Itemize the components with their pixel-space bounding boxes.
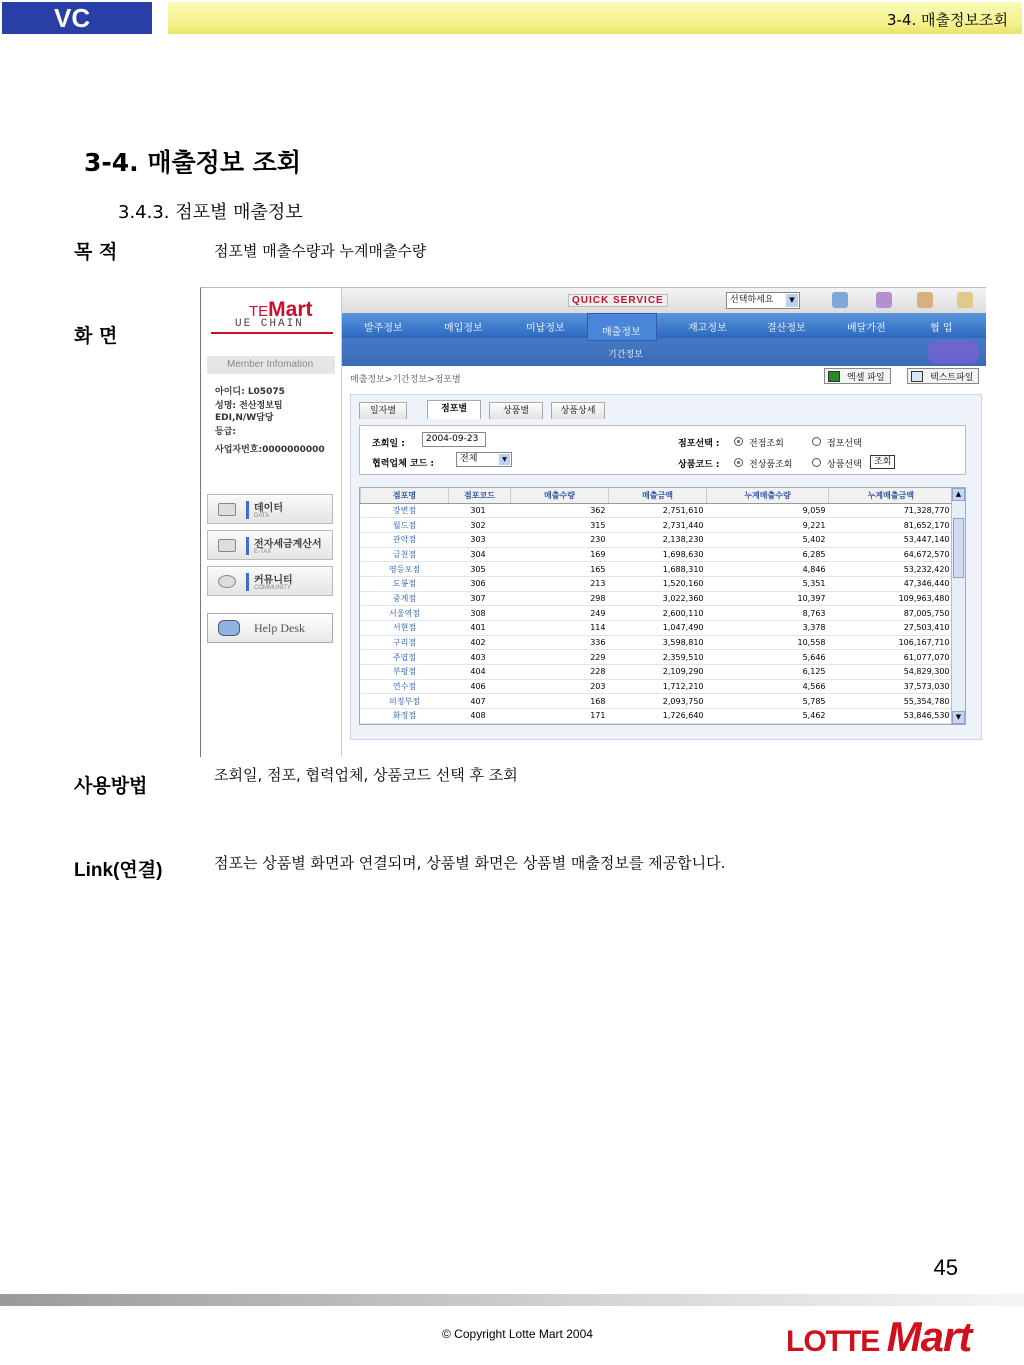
sales-table <box>360 488 953 724</box>
table-cell: 2,359,510 <box>609 650 707 665</box>
store-name-link[interactable]: 월드점 <box>361 518 449 533</box>
table-row[interactable] <box>361 547 953 562</box>
table-row[interactable] <box>361 562 953 577</box>
vendor-select[interactable] <box>456 452 512 467</box>
data-button-label: 데이터 <box>254 503 283 514</box>
table-row[interactable] <box>361 576 953 591</box>
table-cell: 4,846 <box>707 562 829 577</box>
table-cell: 6,125 <box>707 665 829 680</box>
table-cell: 3,022,360 <box>609 591 707 606</box>
excel-button[interactable] <box>824 368 891 384</box>
table-cell: 169 <box>511 547 609 562</box>
store-name-link[interactable]: 화정점 <box>361 709 449 724</box>
nav-purchase[interactable]: 매입정보 <box>444 323 483 334</box>
nav-collab[interactable]: 협 업 <box>930 323 953 334</box>
etax-icon <box>218 539 236 552</box>
quick-service-label: QUICK SERVICE <box>568 294 668 307</box>
table-cell: 114 <box>511 621 609 636</box>
table-cell: 3,598,810 <box>609 635 707 650</box>
usage-value: 조회일, 점포, 협력업체, 상품코드 선택 후 조회 <box>214 766 518 784</box>
purpose-value: 점포별 매출수량과 누계매출수량 <box>214 242 427 260</box>
member-grade: 등급: <box>215 427 236 437</box>
tab-product[interactable]: 상품별 <box>489 402 543 419</box>
purpose-label: 목 적 <box>74 241 118 263</box>
excel-icon <box>828 371 840 382</box>
table-cell: 303 <box>449 532 511 547</box>
table-cell: 53,447,140 <box>829 532 953 547</box>
store-name-link[interactable]: 서현점 <box>361 621 449 636</box>
store-all-label: 전점조회 <box>749 439 784 449</box>
table-header-cell: 점포명 <box>361 488 449 503</box>
table-cell: 362 <box>511 503 609 518</box>
table-cell: 64,672,570 <box>829 547 953 562</box>
etax-button-label: 전자세금계산서 <box>254 539 322 550</box>
help-desk-label: Help Desk <box>254 621 305 635</box>
table-cell: 2,751,610 <box>609 503 707 518</box>
table-header-cell: 매출수량 <box>511 488 609 503</box>
table-cell: 404 <box>449 665 511 680</box>
table-row[interactable] <box>361 621 953 636</box>
tab-store[interactable]: 점포별 <box>427 400 481 419</box>
footer-bar <box>0 1294 1024 1306</box>
table-cell: 2,109,290 <box>609 665 707 680</box>
table-row[interactable] <box>361 503 953 518</box>
table-cell: 53,846,530 <box>829 709 953 724</box>
filter-panel <box>359 425 966 475</box>
table-cell: 5,402 <box>707 532 829 547</box>
table-cell: 305 <box>449 562 511 577</box>
help-desk-button[interactable] <box>207 613 333 643</box>
community-button[interactable] <box>207 566 333 596</box>
member-dept: EDI,N/W담당 <box>215 413 274 423</box>
table-cell: 10,558 <box>707 635 829 650</box>
etax-button[interactable] <box>207 530 333 560</box>
table-cell: 403 <box>449 650 511 665</box>
table-cell: 408 <box>449 709 511 724</box>
table-cell: 401 <box>449 621 511 636</box>
table-cell: 6,285 <box>707 547 829 562</box>
button-accent <box>246 537 249 555</box>
decoration-graphic <box>927 340 979 364</box>
member-info-heading: Member Infomation <box>207 356 335 374</box>
store-pick-radio[interactable] <box>812 437 821 446</box>
store-name-link[interactable]: 금천점 <box>361 547 449 562</box>
community-button-label: 커뮤니티 <box>254 575 293 586</box>
table-cell: 10,397 <box>707 591 829 606</box>
nav-unpaid[interactable]: 미납정보 <box>526 323 565 334</box>
data-button-sub: DATA <box>254 513 270 519</box>
table-cell: 165 <box>511 562 609 577</box>
table-cell: 402 <box>449 635 511 650</box>
table-cell: 71,328,770 <box>829 503 953 518</box>
table-cell: 230 <box>511 532 609 547</box>
table-header-cell: 매출금액 <box>609 488 707 503</box>
content-panel <box>350 394 982 740</box>
table-cell: 5,351 <box>707 576 829 591</box>
table-row[interactable] <box>361 591 953 606</box>
table-cell: 87,005,750 <box>829 606 953 621</box>
link-label: Link(연결) <box>74 860 163 881</box>
link-value: 점포는 상품별 화면과 연결되며, 상품별 화면은 상품별 매출정보를 제공합니다. <box>214 854 726 872</box>
app-logo-chain: UE CHAIN <box>235 318 304 330</box>
scroll-thumb[interactable] <box>953 518 964 578</box>
table-header-row <box>361 488 953 503</box>
quick-service-select-value: 선택하세요 <box>730 295 774 305</box>
table-row[interactable] <box>361 532 953 547</box>
table-cell: 4,566 <box>707 679 829 694</box>
excel-button-label: 엑셀 파일 <box>847 373 885 383</box>
table-cell: 203 <box>511 679 609 694</box>
header-bar <box>168 2 1022 34</box>
scroll-down-icon[interactable]: ▼ <box>952 711 965 724</box>
member-bizno: 사업자번호:0000000000 <box>215 445 325 455</box>
logo-lotte-text: LOTTE <box>786 1325 880 1358</box>
table-cell: 171 <box>511 709 609 724</box>
table-cell: 301 <box>449 503 511 518</box>
home-icon[interactable] <box>832 292 848 308</box>
store-name-link[interactable]: 연수점 <box>361 679 449 694</box>
copyright: © Copyright Lotte Mart 2004 <box>442 1327 593 1341</box>
store-name-link[interactable]: 주엽점 <box>361 650 449 665</box>
table-cell: 2,138,230 <box>609 532 707 547</box>
community-icon <box>218 575 236 588</box>
text-file-icon <box>911 371 923 382</box>
table-row[interactable] <box>361 518 953 533</box>
nav-order[interactable]: 발주정보 <box>364 323 403 334</box>
table-cell: 298 <box>511 591 609 606</box>
sub-nav <box>342 338 986 366</box>
text-file-button[interactable] <box>907 368 979 384</box>
store-name-link[interactable]: 도봉점 <box>361 576 449 591</box>
store-name-link[interactable]: 관악점 <box>361 532 449 547</box>
data-icon <box>218 503 236 516</box>
table-header-cell: 누계매출금액 <box>829 488 953 503</box>
table-cell: 2,093,750 <box>609 694 707 709</box>
table-cell: 304 <box>449 547 511 562</box>
app-main <box>342 288 986 757</box>
store-select-label: 점포선택 : <box>678 439 720 449</box>
data-button[interactable] <box>207 494 333 524</box>
table-row[interactable] <box>361 635 953 650</box>
store-name-link[interactable]: 의정부점 <box>361 694 449 709</box>
tab-product-detail[interactable]: 상품상세 <box>551 402 605 419</box>
table-cell: 2,731,440 <box>609 518 707 533</box>
table-cell: 9,059 <box>707 503 829 518</box>
sales-table-wrap <box>359 487 966 725</box>
table-cell: 302 <box>449 518 511 533</box>
scroll-up-icon[interactable]: ▲ <box>952 488 965 501</box>
phone-icon <box>218 620 240 636</box>
table-cell: 249 <box>511 606 609 621</box>
table-cell: 53,232,420 <box>829 562 953 577</box>
nav-settlement[interactable]: 결산정보 <box>767 323 806 334</box>
main-nav <box>342 313 986 338</box>
vendor-label: 협력업체 코드 : <box>372 459 435 469</box>
table-cell: 407 <box>449 694 511 709</box>
table-header-cell: 점포코드 <box>449 488 511 503</box>
section-title: 3-4. 매출정보조회 <box>887 11 1008 29</box>
product-all-radio[interactable] <box>734 458 743 467</box>
app-sidebar <box>201 288 342 757</box>
table-cell: 61,077,070 <box>829 650 953 665</box>
nav-delivery[interactable]: 배달가전 <box>847 323 886 334</box>
date-label: 조회일 : <box>372 439 405 449</box>
table-row[interactable] <box>361 606 953 621</box>
table-cell: 336 <box>511 635 609 650</box>
app-logo: TEMart <box>249 298 313 321</box>
lotte-mart-logo <box>786 1313 971 1361</box>
table-cell: 81,652,170 <box>829 518 953 533</box>
screen-label: 화 면 <box>74 325 118 347</box>
product-pick-radio[interactable] <box>812 458 821 467</box>
page-number: 45 <box>933 1255 958 1280</box>
subnav-period[interactable]: 기간정보 <box>608 350 643 360</box>
logo-mart-text: Mart <box>886 1313 972 1360</box>
product-code-label: 상품코드 : <box>678 460 720 470</box>
lock-icon[interactable] <box>917 292 933 308</box>
quick-service-select[interactable] <box>726 292 800 309</box>
table-row[interactable] <box>361 650 953 665</box>
table-cell: 307 <box>449 591 511 606</box>
page-title: 3-4. 매출정보 조회 <box>84 148 301 177</box>
page-subtitle: 3.4.3. 점포별 매출정보 <box>118 202 303 223</box>
button-accent <box>246 573 249 591</box>
product-all-label: 전상품조회 <box>749 460 793 470</box>
store-name-link[interactable]: 서울역점 <box>361 606 449 621</box>
table-cell: 1,047,490 <box>609 621 707 636</box>
etax-button-sub: E-TAX <box>254 549 272 555</box>
table-cell: 406 <box>449 679 511 694</box>
table-body <box>361 503 953 723</box>
table-cell: 3,378 <box>707 621 829 636</box>
table-cell: 47,346,440 <box>829 576 953 591</box>
chevron-down-icon: ▼ <box>786 294 798 307</box>
table-row[interactable] <box>361 679 953 694</box>
table-cell: 8,763 <box>707 606 829 621</box>
member-name: 성명: 전산정보팀 <box>215 401 283 411</box>
nav-sales-active[interactable] <box>587 313 657 341</box>
table-cell: 213 <box>511 576 609 591</box>
logo-divider <box>211 332 333 334</box>
table-cell: 106,167,710 <box>829 635 953 650</box>
text-file-button-label: 텍스트파일 <box>930 373 974 383</box>
store-name-link[interactable]: 구리점 <box>361 635 449 650</box>
usage-label: 사용방법 <box>74 775 148 797</box>
app-screenshot <box>200 287 986 757</box>
table-cell: 55,354,780 <box>829 694 953 709</box>
table-cell: 5,785 <box>707 694 829 709</box>
table-cell: 37,573,030 <box>829 679 953 694</box>
table-cell: 27,503,410 <box>829 621 953 636</box>
table-cell: 5,462 <box>707 709 829 724</box>
table-cell: 5,646 <box>707 650 829 665</box>
product-pick-label: 상품선택 <box>827 460 862 470</box>
table-cell: 1,726,640 <box>609 709 707 724</box>
table-row[interactable] <box>361 709 953 724</box>
table-cell: 54,829,300 <box>829 665 953 680</box>
table-cell: 1,698,630 <box>609 547 707 562</box>
vendor-select-value: 전체 <box>460 454 478 464</box>
community-button-sub: COMMUNITY <box>254 585 291 591</box>
button-accent <box>246 501 249 519</box>
table-cell: 109,963,480 <box>829 591 953 606</box>
store-name-link[interactable]: 부평점 <box>361 665 449 680</box>
store-pick-label: 점포선택 <box>827 439 862 449</box>
store-name-link[interactable]: 중계점 <box>361 591 449 606</box>
table-cell: 306 <box>449 576 511 591</box>
table-scrollbar[interactable] <box>951 488 965 724</box>
chevron-down-icon: ▼ <box>499 454 510 465</box>
user-icon[interactable] <box>957 292 973 308</box>
table-cell: 315 <box>511 518 609 533</box>
help-icon[interactable] <box>876 292 892 308</box>
table-cell: 2,600,110 <box>609 606 707 621</box>
search-button[interactable]: 조회 <box>870 455 895 469</box>
table-cell: 9,221 <box>707 518 829 533</box>
table-cell: 228 <box>511 665 609 680</box>
breadcrumb: 매출정보>기간정보>점포별 <box>350 375 461 385</box>
store-name-link[interactable]: 영등포점 <box>361 562 449 577</box>
nav-stock[interactable]: 재고정보 <box>688 323 727 334</box>
table-row[interactable] <box>361 694 953 709</box>
table-cell: 168 <box>511 694 609 709</box>
table-row[interactable] <box>361 665 953 680</box>
member-id: 아이디: L05075 <box>215 387 285 397</box>
tab-daily[interactable]: 일자별 <box>359 402 407 419</box>
vc-badge: VC <box>2 2 152 34</box>
store-name-link[interactable]: 강변점 <box>361 503 449 518</box>
date-input[interactable]: 2004-09-23 <box>422 432 486 447</box>
quick-service-bar <box>342 288 986 313</box>
table-cell: 1,688,310 <box>609 562 707 577</box>
table-cell: 229 <box>511 650 609 665</box>
nav-sales-label: 매출정보 <box>602 327 641 338</box>
table-cell: 1,520,160 <box>609 576 707 591</box>
table-header-cell: 누계매출수량 <box>707 488 829 503</box>
store-all-radio[interactable] <box>734 437 743 446</box>
table-cell: 308 <box>449 606 511 621</box>
table-cell: 1,712,210 <box>609 679 707 694</box>
